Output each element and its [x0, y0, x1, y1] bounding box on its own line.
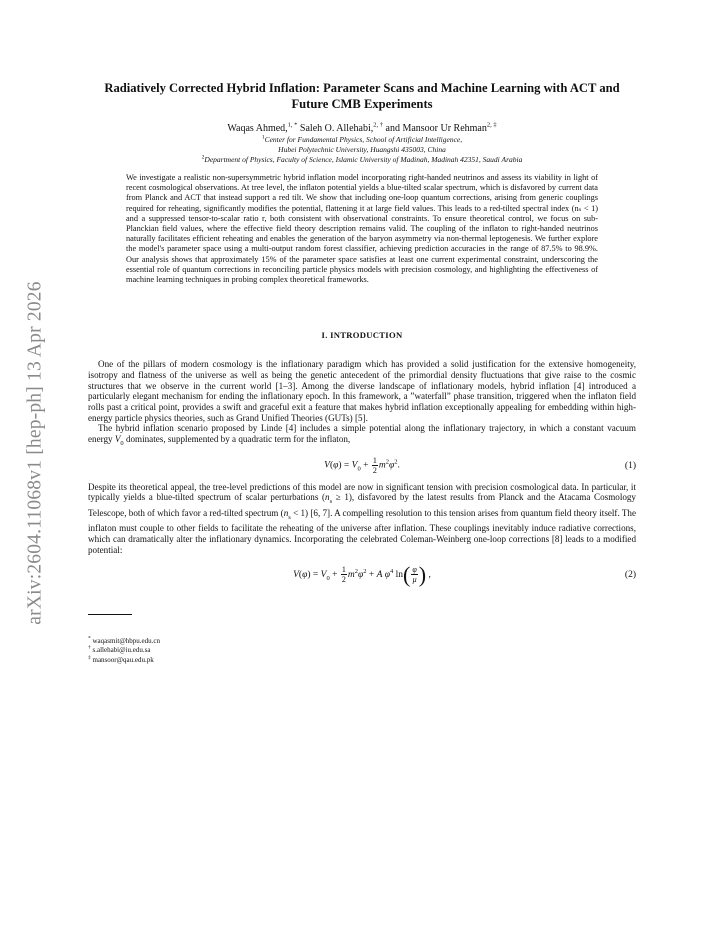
equation-number: (1) — [624, 460, 636, 471]
equation-body: $V(\varphi) = V_0$ + $\frac{1}{2}$ $m^2\varphi^2 + A$ $\varphi^4$ ln( $\frac{\varphi}{\mu}$ ) , — [293, 561, 431, 587]
footnote-email-3 — [88, 656, 636, 666]
paragraph-text: The hybrid inflation scenario proposed by Linde [4] includes a simple potential along the inflationary trajectory, in which a constant vacuum energy — [88, 423, 636, 445]
author-marker: 2, ‡ — [486, 121, 497, 129]
footnote-divider — [88, 614, 132, 615]
equation-1 — [88, 450, 636, 482]
intro-paragraph-1: One of the pillars of modern cosmology is the inflationary paradigm which has provided a solid justification for the extensive homogeneity, isotropy and flatness of the universe as well as being the genetic antecedent of the primordial density fluctuations that give raise to the cosmic structures that we observe in the current world [1–3]. Among the diverse landscape of inflationary models, hybrid inflation [4] introduced a particularly elegant mechanism for ending the inflationary epoch. In this framework, a ”waterfall” phase transition, triggered when the inflaton field rolls past a critical point, provides a swift and graceful exit a feature that makes hybrid inflation exceptionally appealing for embedding within high-energy particle physics theories, such as Grand Unified Theories (GUTs) [5]. — [88, 359, 636, 423]
intro-paragraph-3: Despite its theoretical appeal, the tree-level predictions of this model are now in significant tension with precision cosmological data. In particular, it typically yields a blue-tilted spectrum of scalar perturbations $(n_s \ge 1)$, disfavored by the latest results from Planck and the Atacama Cosmology Telescope, both of which favor a red-tilted spectrum $(n_s < 1)$ [6, 7]. A compelling resolution to this tension arises from quantum field theory itself. The inflaton must couple to other fields to facilitate the reheating of the universe after inflation. These couplings inevitably induce radiative corrections, which can dramatically alter the inflationary dynamics. Incorporating the celebrated Coleman-Weinberg one-loop corrections [8] leads to a modified potential: — [88, 481, 636, 555]
paper-page — [88, 80, 636, 665]
paragraph-text: ), disfavored by the latest results from Planck and the Atacama Cosmology Telescope, both of which favor a red-tilted spectrum ( — [88, 492, 636, 518]
affiliation-marker: 2 — [201, 154, 205, 161]
affiliation-marker: 1 — [261, 134, 265, 141]
author-marker: 1, * — [287, 121, 298, 129]
paragraph-text: ) [6, 7]. A compelling resolution to this tension arises from quantum field theory itself. The inflaton must couple to other fields to facilitate the reheating of the universe after inflation. These couplings inevitably induce radiative corrections, which can dramatically alter the inflationary dynamics. Incorporating the celebrated Coleman-Weinberg one-loop corrections [8] leads to a modified potential: — [88, 507, 636, 555]
equation-body: $V(\varphi) = V_0$ + $\frac{1}{2}$ $m^2\varphi^2$. — [324, 456, 400, 476]
affiliation-1 — [88, 135, 636, 155]
equation-number: (2) — [624, 569, 636, 580]
footnote-marker: ‡ — [88, 654, 91, 661]
affiliation-text: Department of Physics, Faculty of Science, Islamic University of Madinah, Madinah 42351, Saudi Arabia — [204, 155, 523, 164]
intro-paragraph-2: The hybrid inflation scenario proposed by Linde [4] includes a simple potential along the inflationary trajectory, in which a constant vacuum energy $V_0$ dominates, supplemented by a quadratic term for the inflaton, — [88, 423, 636, 447]
footnote-marker: * — [88, 635, 91, 642]
author-list — [88, 122, 636, 135]
footnote-text: mansoor@qau.edu.pk — [90, 655, 154, 664]
affiliation-text: Center for Fundamental Physics, School of Artificial Intelligence, — [264, 135, 463, 144]
arxiv-stamp — [24, 258, 48, 648]
paragraph-text: Despite its theoretical appeal, the tree-level predictions of this model are now in significant tension with precision cosmological data. In particular, it typically yields a blue-tilted spectrum of scalar perturbations ( — [88, 481, 636, 503]
affiliation-2 — [88, 155, 636, 165]
abstract: We investigate a realistic non-supersymmetric hybrid inflation model incorporating right-handed neutrinos and assess its viability in light of recent cosmological observations. At tree level, the inflaton potential yields a blue-tilted scalar spectrum, which is disfavored by current data from Planck and ACT that instead support a red tilt. We show that including one-loop quantum corrections, arising from generic couplings required for reheating, significantly modifies the potential, flattening it at large field values. This leads to a red-tilted spectral index (nₛ < 1) and a suppressed tensor-to-scalar ratio r, both consistent with observational constraints. To ensure theoretical control, we focus on sub-Planckian field values, where the effective field theory description remains valid. The coupling of the inflaton to right-handed neutrinos naturally facilitates efficient reheating and enables the generation of the baryon asymmetry via non-thermal leptogenesis. We further explore the model's parameter space using a multi-output random forest classifier, achieving prediction accuracies in the range of 87.5% to 98.9%. Our analysis shows that approximately 15% of the parameter space satisfies at least one current experimental constraint, underscoring the essential role of quantum corrections in reconciling particle physics models with precision cosmology, and highlighting the effectiveness of machine learning techniques in probing complex theoretical frameworks. — [126, 173, 598, 285]
paper-title: Radiatively Corrected Hybrid Inflation: Parameter Scans and Machine Learning with ACT and Future CMB Experiments — [104, 81, 620, 111]
footnote-text: waqasmit@hbpu.edu.cn — [90, 636, 160, 645]
footnote-marker: † — [88, 644, 91, 651]
footnote-text: s.allehabi@iu.edu.sa — [90, 646, 151, 655]
arxiv-identifier: arXiv:2604.11068v1 [hep-ph] 13 Apr 2026 — [25, 281, 46, 625]
affiliation-text: Hubei Polytechnic University, Huangshi 435003, China — [278, 145, 446, 154]
author-marker: 2, † — [373, 121, 383, 129]
footnote-email-2 — [88, 646, 636, 656]
equation-2 — [88, 556, 636, 594]
author-name: Waqas Ahmed, — [227, 123, 288, 134]
footnotes — [88, 637, 636, 666]
section-heading: I. INTRODUCTION — [321, 330, 403, 341]
author-name: Saleh O. Allehabi, — [297, 123, 374, 134]
author-name: and Mansoor Ur Rehman — [383, 123, 487, 134]
footnote-email-1 — [88, 637, 636, 647]
paragraph-text: dominates, supplemented by a quadratic term for the inflaton, — [123, 434, 351, 445]
